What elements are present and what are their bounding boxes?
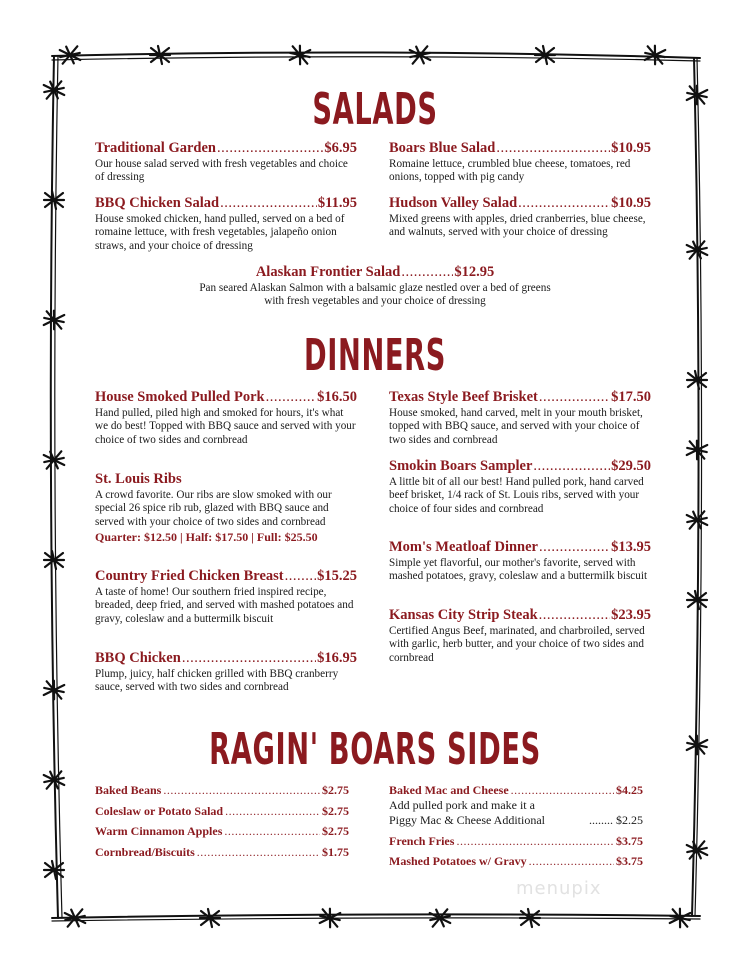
item-description: House smoked chicken, hand pulled, served on a bed of romaine lettuce, with fresh vegetables, jalapeño onion straws, and your choice of dressing	[95, 213, 345, 252]
side-item-baked-beans	[95, 783, 349, 797]
dinners-heading: DINNERS	[303, 330, 447, 381]
item-price: $23.95	[611, 607, 651, 623]
leader-dots: ........	[589, 813, 613, 827]
wire-barb	[42, 679, 65, 701]
leader-dots	[163, 783, 320, 797]
side-price: $4.25	[616, 783, 643, 797]
side-item-coleslaw-potato-salad	[95, 804, 349, 818]
wire-barb	[42, 449, 65, 471]
side-item-cornbread-biscuits	[95, 845, 349, 859]
side-name: Coleslaw or Potato Salad	[95, 804, 224, 818]
item-description: Hand pulled, piled high and smoked for hours, it's what we do best! Topped with BBQ sauce and served with your choice of two sides and cornbread	[95, 407, 356, 446]
leader-dots	[456, 834, 614, 848]
wire-barb	[408, 44, 431, 66]
menu-item-traditional-garden	[95, 140, 357, 185]
item-name: Hudson Valley Salad	[389, 195, 518, 211]
item-name: Texas Style Beef Brisket	[389, 389, 538, 405]
side-name: Mashed Potatoes w/ Gravy	[389, 854, 527, 868]
leader-dots	[217, 140, 323, 157]
wire-barb	[42, 309, 65, 331]
menu-item-smokin-boars-sampler	[389, 458, 651, 516]
leader-dots	[533, 458, 610, 475]
menu-item-kansas-city-strip-steak	[389, 607, 651, 665]
item-description: Our house salad served with fresh vegetables and choice of dressing	[95, 158, 348, 184]
menu-item-st-louis-ribs	[95, 471, 357, 545]
side-name: Warm Cinnamon Apples	[95, 824, 223, 838]
item-name: St. Louis Ribs	[95, 471, 182, 487]
leader-dots	[266, 389, 317, 406]
wire-barb	[685, 509, 708, 531]
item-name: Traditional Garden	[95, 140, 216, 156]
side-price: $2.75	[322, 804, 349, 818]
side-name: Baked Beans	[95, 783, 162, 797]
item-name: BBQ Chicken	[95, 650, 181, 666]
sides-heading: RAGIN' BOARS SIDES	[209, 724, 541, 775]
wire-barb	[643, 44, 666, 66]
side-price: $3.75	[616, 834, 643, 848]
item-description: Certified Angus Beef, marinated, and charbroiled, served with garlic, herb butter, and your choice of two sides and cornbread	[389, 625, 645, 664]
leader-dots	[518, 195, 610, 212]
menu-item-meatloaf-dinner	[389, 539, 651, 584]
menu-item-beef-brisket	[389, 389, 651, 447]
leader-dots	[539, 539, 610, 556]
item-description: House smoked, hand carved, melt in your mouth brisket, topped with BBQ sauce, and served with your choice of two sides and cornbread	[389, 407, 643, 446]
leader-dots	[225, 804, 320, 818]
leader-dots	[401, 264, 453, 281]
leader-dots	[285, 568, 316, 585]
item-name: House Smoked Pulled Pork	[95, 389, 265, 405]
wire-barb	[44, 191, 64, 209]
addon-price: $2.25	[616, 813, 643, 827]
wire-barb	[288, 44, 311, 66]
item-name: Mom's Meatloaf Dinner	[389, 539, 538, 555]
item-name: Boars Blue Salad	[389, 140, 496, 156]
wire-barb	[44, 551, 64, 569]
wire-barb	[685, 734, 708, 756]
rib-prices: Quarter: $12.50 | Half: $17.50 | Full: $25.50	[95, 530, 318, 545]
mac-addon-line	[389, 813, 643, 827]
item-description: Mixed greens with apples, dried cranberries, blue cheese, and walnuts, served with your choice of dressing	[389, 213, 646, 239]
wire-barb	[150, 46, 170, 64]
menu-item-bbq-chicken-salad	[95, 195, 357, 253]
menu-item-bbq-chicken	[95, 650, 357, 695]
item-description: Romaine lettuce, crumbled blue cheese, tomatoes, red onions, topped with pig candy	[389, 158, 631, 184]
item-price: $11.95	[317, 195, 357, 211]
mac-addon-note: Add pulled pork and make it a	[389, 798, 535, 812]
wire-barb	[685, 439, 708, 461]
leader-dots	[182, 650, 316, 667]
side-price: $1.75	[322, 845, 349, 859]
leader-dots	[539, 389, 610, 406]
wire-barb	[685, 84, 708, 106]
leader-dots	[539, 607, 610, 624]
side-item-mashed-potatoes	[389, 854, 643, 868]
leader-dots	[511, 783, 614, 797]
item-description: A little bit of all our best! Hand pulled pork, hand carved beef brisket, 1/4 rack of St. Louis ribs, served with your choice of four sides and cornbread	[389, 476, 644, 515]
wire-barb	[687, 371, 707, 389]
item-name: Country Fried Chicken Breast	[95, 568, 284, 584]
side-item-french-fries	[389, 834, 643, 848]
item-description: Plump, juicy, half chicken grilled with BBQ cranberry sauce, served with two sides and cornbread	[95, 668, 339, 694]
leader-dots	[529, 854, 614, 868]
addon-label: Piggy Mac & Cheese Additional	[389, 813, 545, 827]
menupix-watermark: menupix	[516, 878, 602, 899]
side-name: French Fries	[389, 834, 455, 848]
item-price: $12.95	[454, 264, 495, 280]
leader-dots	[224, 824, 320, 838]
item-name: Alaskan Frontier Salad	[255, 264, 401, 280]
item-price: $10.95	[611, 195, 651, 211]
leader-dots	[220, 195, 317, 212]
item-description: A crowd favorite. Our ribs are slow smoked with our special 26 spice rib rub, glazed with BBQ sauce and served with your choice of two sides and cornbread	[95, 489, 332, 528]
side-item-cinnamon-apples	[95, 824, 349, 838]
item-description: A taste of home! Our southern fried inspired recipe, breaded, deep fried, and served with mashed potatoes and gravy, coleslaw and a buttermilk biscuit	[95, 586, 354, 625]
item-price: $6.95	[324, 140, 357, 156]
item-price: $29.50	[611, 458, 651, 474]
wire-barb	[535, 46, 555, 64]
salads-heading: SALADS	[312, 84, 438, 135]
item-price: $16.50	[317, 389, 357, 405]
menu-item-hudson-valley-salad	[389, 195, 651, 240]
wire-barb	[44, 861, 64, 879]
side-price: $3.75	[616, 854, 643, 868]
menu-item-alaskan-frontier-salad	[190, 264, 560, 309]
item-description: Simple yet flavorful, our mother's favorite, served with mashed potatoes, gravy, coleslaw and a buttermilk biscuit	[389, 557, 648, 583]
item-price: $15.25	[317, 568, 357, 584]
wire-barb	[668, 907, 691, 929]
side-price: $2.75	[322, 783, 349, 797]
menu-item-pulled-pork	[95, 389, 357, 447]
item-price: $16.95	[317, 650, 357, 666]
item-price: $17.50	[611, 389, 651, 405]
leader-dots	[496, 140, 610, 157]
side-name: Baked Mac and Cheese	[389, 783, 509, 797]
side-price: $2.75	[322, 824, 349, 838]
menu-item-country-fried-chicken	[95, 568, 357, 626]
item-name: BBQ Chicken Salad	[95, 195, 220, 211]
item-name: Kansas City Strip Steak	[389, 607, 538, 623]
item-price: $10.95	[611, 140, 651, 156]
leader-dots	[197, 845, 320, 859]
menu-item-boars-blue-salad	[389, 140, 651, 185]
side-name: Cornbread/Biscuits	[95, 845, 195, 859]
wire-barb	[200, 909, 220, 927]
side-item-baked-mac-cheese	[389, 783, 643, 797]
item-name: Smokin Boars Sampler	[389, 458, 533, 474]
wire-barb	[520, 909, 540, 927]
item-description: Pan seared Alaskan Salmon with a balsamic glaze nestled over a bed of greens with fresh vegetables and your choice of dressing	[199, 282, 551, 308]
item-price: $13.95	[611, 539, 651, 555]
